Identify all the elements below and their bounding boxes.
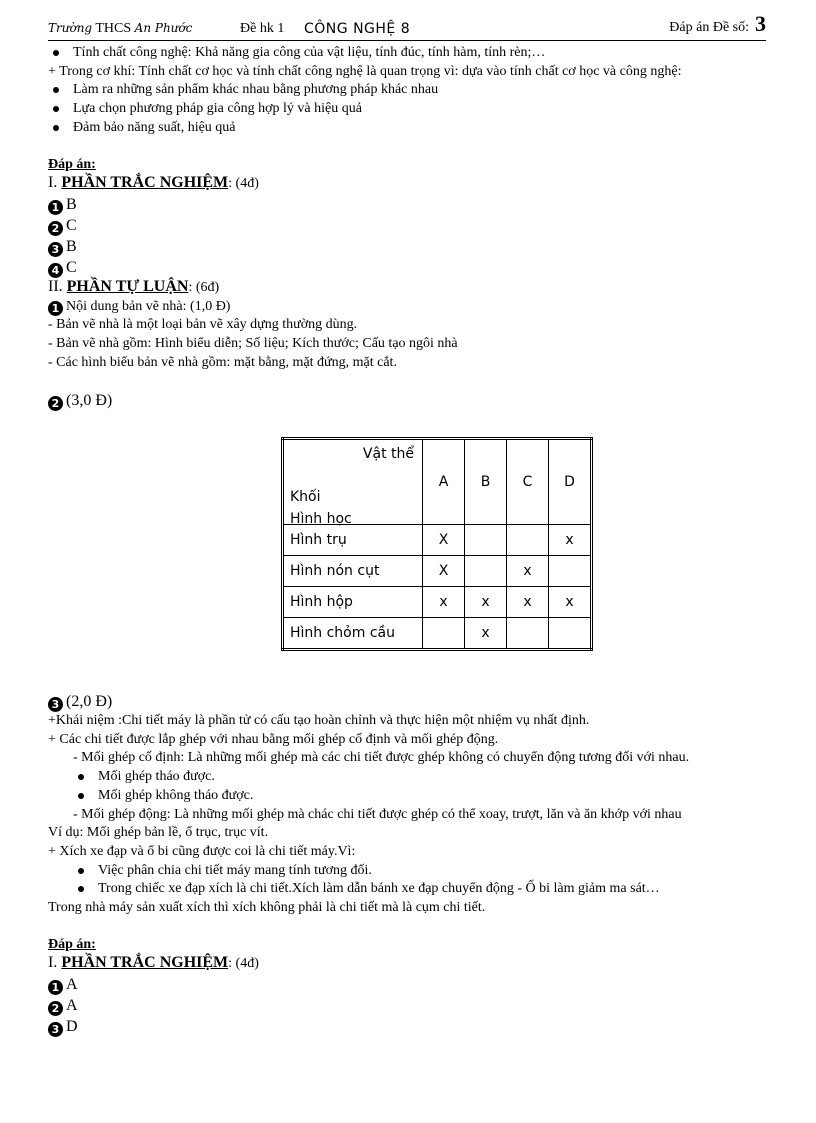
text-line: + Xích xe đạp và ổ bi cũng được coi là chi tiết máy.Vì: xyxy=(48,843,356,859)
text-line: + Các chi tiết được lắp ghép với nhau bằng mối ghép cố định và mối ghép động. xyxy=(48,731,499,747)
text-line: - Mối ghép cố định: Là những mối ghép mà các chi tiết được ghép không có chuyển động tương đối với nhau. xyxy=(73,750,690,766)
table-col-header: D xyxy=(549,439,592,525)
text-line: - Các hình biểu bản vẽ nhà gồm: mặt bằng, mặt đứng, mặt cắt. xyxy=(48,354,397,370)
text-line: Ví dụ: Mối ghép bản lề, ổ trục, trục vít. xyxy=(48,825,269,841)
exam-name: Đề hk 1 xyxy=(240,21,285,36)
table-col-header: C xyxy=(507,439,549,525)
table-cell: X xyxy=(423,556,465,587)
table-cell: x xyxy=(507,587,549,618)
table-cell: x xyxy=(549,587,592,618)
table-row-label: Hình hộp xyxy=(283,587,423,618)
answer-heading: Đáp án: xyxy=(48,936,96,952)
text-line: +Khái niệm :Chi tiết máy là phần tử có cấu tạo hoàn chỉnh và thực hiện một nhiệm vụ nhất định. xyxy=(48,713,590,728)
table-corner: Vật thể Khối Hình học xyxy=(283,439,423,525)
mcq-answer: 1 A xyxy=(48,974,758,995)
table-row-label: Hình trụ xyxy=(283,525,423,556)
table-row xyxy=(283,618,592,650)
section-heading: II. PHẦN TỰ LUẬN: (6đ) xyxy=(48,277,220,295)
table-row-label: Hình nón cụt xyxy=(283,556,423,587)
bullet-item: Làm ra những sản phẩm khác nhau bằng phương pháp khác nhau xyxy=(48,81,758,100)
question-3 xyxy=(48,693,758,1037)
question-title: 2 (3,0 Đ) xyxy=(48,392,758,411)
table-cell: x xyxy=(423,587,465,618)
question-title: 1 Nội dung bản vẽ nhà: (1,0 Đ) xyxy=(48,298,758,317)
bullet-item: Việc phân chia chi tiết máy mang tính tương đối. xyxy=(73,862,758,881)
page-header xyxy=(48,11,766,41)
bullet-item: Mối ghép không tháo được. xyxy=(73,787,758,806)
table-cell xyxy=(507,618,549,650)
answer-code: Đáp án Đề số: 3 xyxy=(669,11,766,36)
table-cell xyxy=(465,525,507,556)
table-col-header: B xyxy=(465,439,507,525)
table-row xyxy=(283,587,592,618)
mcq-answer: 2 A xyxy=(48,995,758,1016)
table-cell xyxy=(549,556,592,587)
subject-name: CÔNG NGHỆ 8 xyxy=(304,21,411,37)
text-line: - Bản vẽ nhà là một loại bản vẽ xây dựng thường dùng. xyxy=(48,317,358,333)
table-row-label: Hình chỏm cầu xyxy=(283,618,423,650)
mcq-answer: 2 C xyxy=(48,215,758,236)
table-cell: x xyxy=(507,556,549,587)
question-title: 3 (2,0 Đ) xyxy=(48,693,758,712)
bullet-item: Tính chất công nghệ: Khả năng gia công của vật liệu, tính đúc, tính hàm, tính rèn;… xyxy=(48,44,758,63)
text-line: Trong nhà máy sản xuất xích thì xích không phải là chi tiết mà là cụm chi tiết. xyxy=(48,900,486,916)
table-cell: x xyxy=(465,618,507,650)
section-heading: I. PHẦN TRẮC NGHIỆM: (4đ) xyxy=(48,954,259,972)
mcq-answer: 3 B xyxy=(48,236,758,257)
school-name: Trường THCS An Phước xyxy=(48,21,193,36)
table-cell xyxy=(549,618,592,650)
bullet-item: Mối ghép tháo được. xyxy=(73,768,758,787)
table-cell: x xyxy=(465,587,507,618)
shape-table xyxy=(281,437,593,651)
table-cell: X xyxy=(423,525,465,556)
paragraph: + Trong cơ khí: Tính chất cơ học và tính chất công nghệ là quan trọng vì: dựa vào tính chất cơ học và công nghệ: xyxy=(48,63,682,79)
bullet-item: Đảm bảo năng suất, hiệu quả xyxy=(48,119,758,138)
table-cell xyxy=(423,618,465,650)
mcq-answer: 3 D xyxy=(48,1016,758,1037)
bullet-item: Trong chiếc xe đạp xích là chi tiết.Xích làm dẫn bánh xe đạp chuyển động - Ổ bi làm giảm ma sát… xyxy=(73,880,758,899)
table-cell xyxy=(507,525,549,556)
text-line: - Mối ghép động: Là những mối ghép mà chác chi tiết được ghép có thể xoay, trượt, lăn và ăn khớp với nhau xyxy=(73,806,682,822)
answer-heading: Đáp án: xyxy=(48,156,96,172)
mcq-answer: 1 B xyxy=(48,194,758,215)
table-cell: x xyxy=(549,525,592,556)
content xyxy=(48,44,758,411)
section-heading: I. PHẦN TRẮC NGHIỆM: (4đ) xyxy=(48,174,259,192)
text-line: - Bản vẽ nhà gồm: Hình biểu diễn; Số liệu; Kích thước; Cấu tạo ngôi nhà xyxy=(48,336,458,352)
table-cell xyxy=(465,556,507,587)
table-row xyxy=(283,556,592,587)
bullet-item: Lựa chọn phương pháp gia công hợp lý và hiệu quả xyxy=(48,100,758,119)
mcq-answer: 4 C xyxy=(48,257,758,278)
table-col-header: A xyxy=(423,439,465,525)
